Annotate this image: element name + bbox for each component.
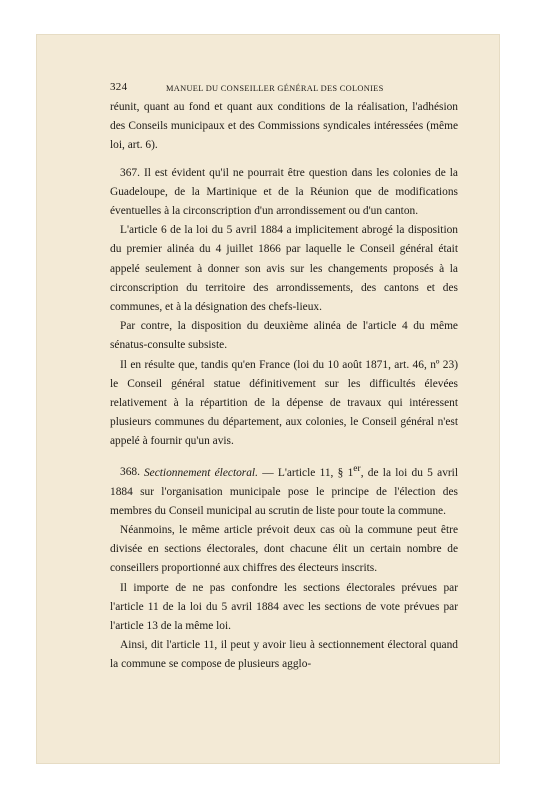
paragraph-il-en-resulte: Il en résulte que, tandis qu'en France (loi du 10 août 1871, art. 46, nº 23) le Conseil général statue définitivement sur les difficultés élevées relativement à la répartition de la dépense de travaux qui intéressent plusieurs communes du département, aux colonies, le Conseil général n'est appelé à fournir qu'un avis. — [110, 358, 458, 448]
section-368-text-b: , de la loi du 5 avril 1884 sur l'organisation municipale pose le principe de l'élection des membres du Conseil municipal au scrutin de liste pour toute la commune. — [110, 466, 459, 517]
section-368-dash: — — [257, 466, 278, 479]
section-368-text-a: L'article 11, § 1 — [277, 466, 354, 479]
page-body — [110, 78, 458, 675]
paragraph-il-importe: Il importe de ne pas confondre les sections électorales prévues par l'article 11 de la loi du 5 avril 1884 avec les sections de vote prévues par l'article 13 de la même loi. — [110, 581, 458, 633]
paragraph-ainsi: Ainsi, dit l'article 11, il peut y avoir lieu à sectionnement électoral quand la commune se compose de plusieurs agglo- — [110, 639, 458, 671]
section-368-heading: Sectionnement électoral. — [143, 466, 258, 479]
section-number-367: 367. — [120, 166, 140, 179]
paragraph-continuation: réunit, quant au fond et quant aux conditions de la réalisation, l'adhésion des Conseils municipaux et des Commissions syndicales intéressées (même loi, art. 6). — [110, 101, 458, 152]
section-368 — [110, 460, 458, 521]
page-number: 324 — [110, 81, 128, 93]
running-head — [110, 78, 458, 98]
paragraph-neanmoins: Néanmoins, le même article prévoit deux cas où la commune peut être divisée en sections électorales, dont chacune élit un certain nombre de conseillers proportionné aux chiffres des électeurs inscrits. — [110, 524, 458, 575]
section-367-text: Il est évident qu'il ne pourrait être question dans les colonies de la Guadeloupe, de la Martinique et de la Réunion que de modifications éventuelles à la circonscription d'un arrondissement ou d'un canton. — [110, 166, 458, 218]
section-367 — [110, 164, 458, 222]
running-title: MANUEL DU CONSEILLER GÉNÉRAL DES COLONIES — [166, 84, 384, 93]
paragraph-article-6: L'article 6 de la loi du 5 avril 1884 a implicitement abrogé la disposition du premier alinéa du 4 juillet 1866 par laquelle le Conseil général était appelé seulement à donner son avis sur les changements proposés à la circonscription du territoire des arrondissements, des cantons et des communes, et à la désignation des chefs-lieux. — [110, 224, 458, 314]
section-368-superscript: er — [353, 463, 361, 474]
paragraph-par-contre: Par contre, la disposition du deuxième alinéa de l'article 4 du même sénatus-consulte subsiste. — [110, 320, 458, 352]
section-number-368: 368. — [120, 466, 140, 479]
